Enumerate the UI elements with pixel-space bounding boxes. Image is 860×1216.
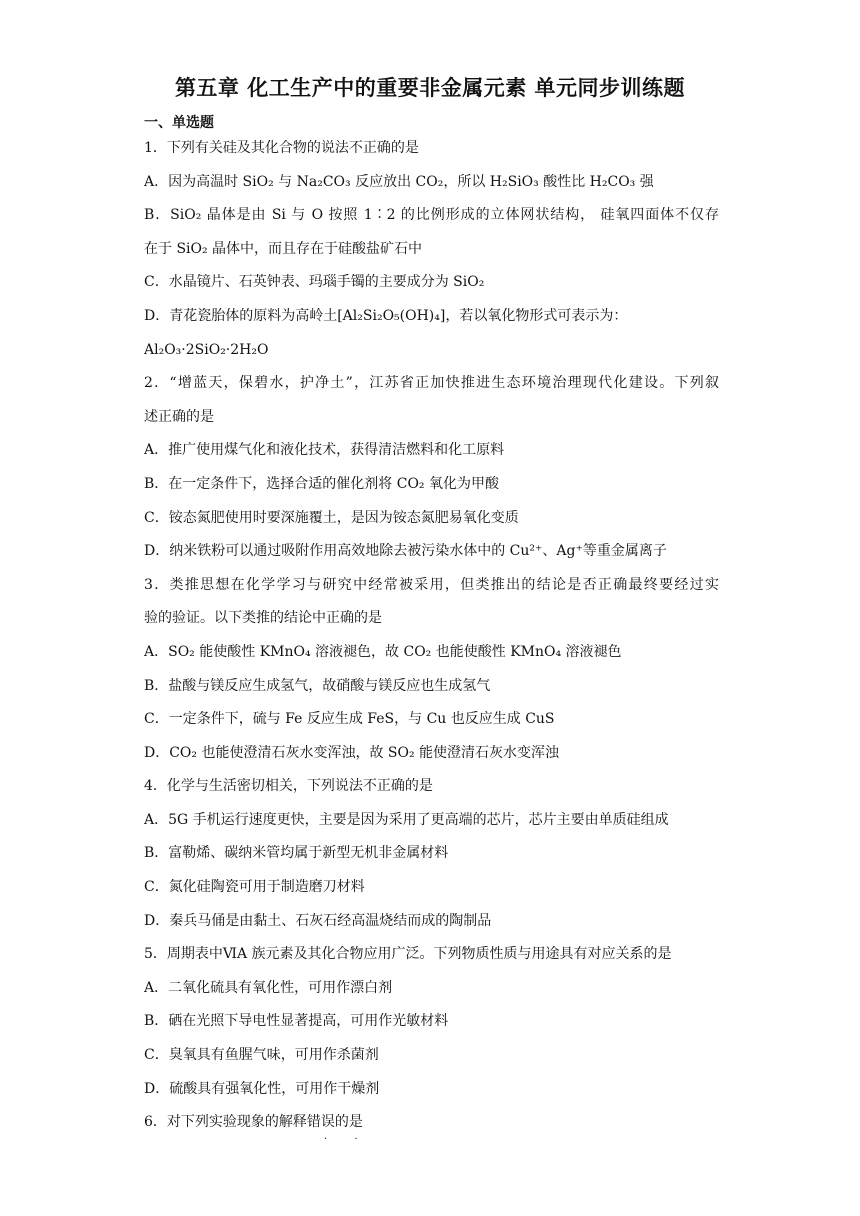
- question-6-stem: 6．对下列实验现象的解释错误的是: [144, 1114, 363, 1131]
- question-1-option-b: B．SiO₂ 晶体是由 Si 与 O 按照 1∶2 的比例形成的立体网状结构， 硅氧四面体不仅存: [144, 207, 719, 224]
- question-3-option-c: C．一定条件下，硫与 Fe 反应生成 FeS，与 Cu 也反应生成 CuS: [144, 711, 555, 728]
- question-1-option-a: A．因为高温时 SiO₂ 与 Na₂CO₃ 反应放出 CO₂，所以 H₂SiO₃ 酸性比 H₂CO₃ 强: [144, 173, 654, 190]
- question-2-stem: 2．“增蓝天，保碧水，护净土”，江苏省正加快推进生态环境治理现代化建设。下列叙: [144, 375, 719, 392]
- question-3-option-b: B．盐酸与镁反应生成氢气，故硝酸与镁反应也生成氢气: [144, 677, 491, 694]
- question-4-option-b: B．富勒烯、碳纳米管均属于新型无机非金属材料: [144, 845, 449, 862]
- question-2-option-b: B．在一定条件下，选择合适的催化剂将 CO₂ 氧化为甲酸: [144, 475, 499, 492]
- question-1-stem: 1．下列有关硅及其化合物的说法不正确的是: [144, 140, 419, 156]
- question-5-option-a: A．二氧化硫具有氧化性，可用作漂白剂: [144, 979, 393, 996]
- question-5-option-b: B．硒在光照下导电性显著提高，可用作光敏材料: [144, 1013, 449, 1030]
- question-1-option-d-cont: Al₂O₃·2SiO₂·2H₂O: [144, 341, 269, 358]
- question-list: [144, 140, 719, 1148]
- question-4-option-a: A．5G 手机运行速度更快，主要是因为采用了更高端的芯片，芯片主要由单质硅组成: [144, 811, 669, 828]
- question-4-stem: 4．化学与生活密切相关，下列说法不正确的是: [144, 778, 433, 795]
- question-2-option-d: D．纳米铁粉可以通过吸附作用高效地除去被污染水体中的 Cu²⁺、Ag⁺等重金属离子: [144, 543, 667, 560]
- question-1-option-b-cont: 在于 SiO₂ 晶体中，而且存在于硅酸盐矿石中: [144, 240, 423, 257]
- question-3-stem: 3．类推思想在化学学习与研究中经常被采用，但类推出的结论是否正确最终要经过实: [144, 576, 719, 593]
- section-heading: 一、单选题: [144, 115, 214, 131]
- question-5-option-c: C．臭氧具有鱼腥气味，可用作杀菌剂: [144, 1047, 379, 1064]
- emphasis-dots: · ·: [324, 1134, 370, 1145]
- question-5-stem: 5．周期表中ⅥA 族元素及其化合物应用广泛。下列物质性质与用途具有对应关系的是: [144, 946, 672, 963]
- question-4-option-d: D．秦兵马俑是由黏土、石灰石经高温烧结而成的陶制品: [144, 912, 492, 929]
- question-3-option-a: A．SO₂ 能使酸性 KMnO₄ 溶液褪色，故 CO₂ 也能使酸性 KMnO₄ 溶液褪色: [144, 643, 622, 660]
- question-4-option-c: C．氮化硅陶瓷可用于制造磨刀材料: [144, 879, 365, 896]
- question-2-option-c: C．铵态氮肥使用时要深施覆土，是因为铵态氮肥易氧化变质: [144, 509, 519, 526]
- question-3-stem-cont: 验的验证。以下类推的结论中正确的是: [144, 610, 382, 627]
- question-1-option-d: D．青花瓷胎体的原料为高岭土[Al₂Si₂O₅(OH)₄]，若以氧化物形式可表示为：: [144, 307, 628, 324]
- question-1-option-c: C．水晶镜片、石英钟表、玛瑙手镯的主要成分为 SiO₂: [144, 274, 485, 291]
- question-3-option-d: D．CO₂ 也能使澄清石灰水变浑浊，故 SO₂ 能使澄清石灰水变浑浊: [144, 744, 560, 761]
- document-title: 第五章 化工生产中的重要非金属元素 单元同步训练题: [174, 76, 686, 100]
- question-2-stem-cont: 述正确的是: [144, 408, 214, 425]
- question-5-option-d: D．硫酸具有强氧化性，可用作干燥剂: [144, 1080, 380, 1097]
- question-2-option-a: A．推广使用煤气化和液化技术，获得清洁燃料和化工原料: [144, 442, 505, 459]
